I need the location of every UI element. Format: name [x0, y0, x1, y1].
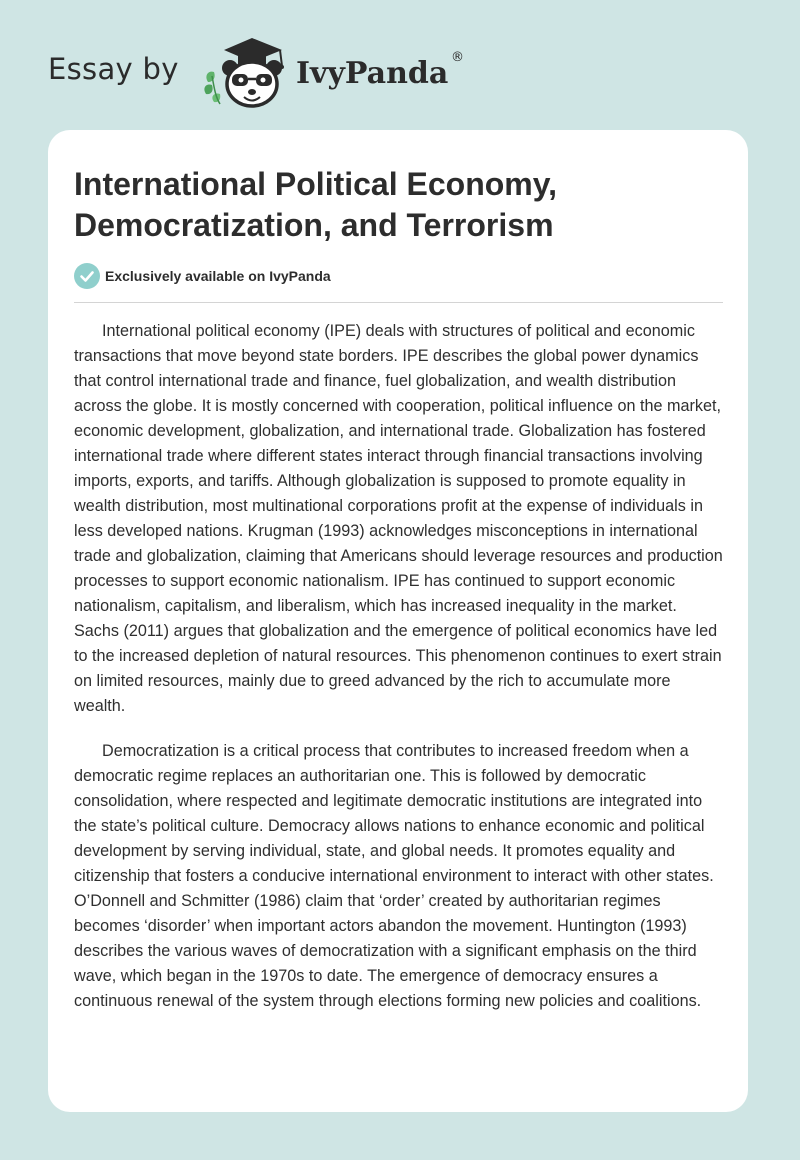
essay-by-label: Essay by — [48, 52, 179, 86]
registered-mark: ® — [451, 50, 464, 65]
exclusive-badge-label: Exclusively available on IvyPanda — [105, 268, 331, 284]
panda-graduate-logo-icon[interactable] — [202, 36, 292, 110]
check-circle-icon — [74, 263, 100, 289]
essay-body — [74, 319, 726, 1034]
brand-name[interactable]: IvyPanda — [296, 56, 449, 91]
essay-card — [48, 130, 748, 1112]
exclusive-badge — [74, 263, 474, 289]
title-divider — [74, 302, 723, 303]
site-header — [48, 28, 548, 108]
essay-title: International Political Economy, Democratization, and Terrorism — [74, 166, 558, 243]
essay-paragraph: Democratization is a critical process that contributes to increased freedom when a democratic regime replaces an authoritarian one. This is followed by democratic consolidation, where respected and legitimate democratic institutions are integrated into the state’s political culture. Democracy allows nations to enhance economic and political development by serving individual, state, and global needs. It promotes equality and citizenship that fosters a conducive international environment to interact with other states. O’Donnell and Schmitter (1986) claim that ‘order’ created by authoritarian regimes becomes ‘disorder’ when important actors abandon the movement. Huntington (1993) describes the various waves of democratization with a significant emphasis on the third wave, which began in the 1970s to date. The emergence of democracy ensures a continuous renewal of the system through elections forming new policies and coalitions. — [74, 742, 714, 1010]
essay-paragraph: International political economy (IPE) deals with structures of political and economic transactions that move beyond state borders. IPE describes the global power dynamics that control international trade and finance, fuel globalization, and wealth distribution across the globe. It is mostly concerned with cooperation, political influence on the market, economic development, globalization, and international trade. Globalization has fostered international trade where different states interact through financial transactions involving imports, exports, and tariffs. Although globalization is supposed to promote equality in wealth distribution, most multinational corporations profit at the expense of individuals in less developed nations. Krugman (1993) acknowledges misconceptions in international trade and globalization, claiming that Americans should leverage resources and production processes to support economic nationalism. IPE has continued to support economic nationalism, capitalism, and liberalism, which has increased inequality in the market. Sachs (2011) argues that globalization and the emergence of political economics have led to the increased depletion of natural resources. This phenomenon continues to exert strain on limited resources, mainly due to greed advanced by the rich to accumulate more wealth. — [74, 322, 723, 715]
